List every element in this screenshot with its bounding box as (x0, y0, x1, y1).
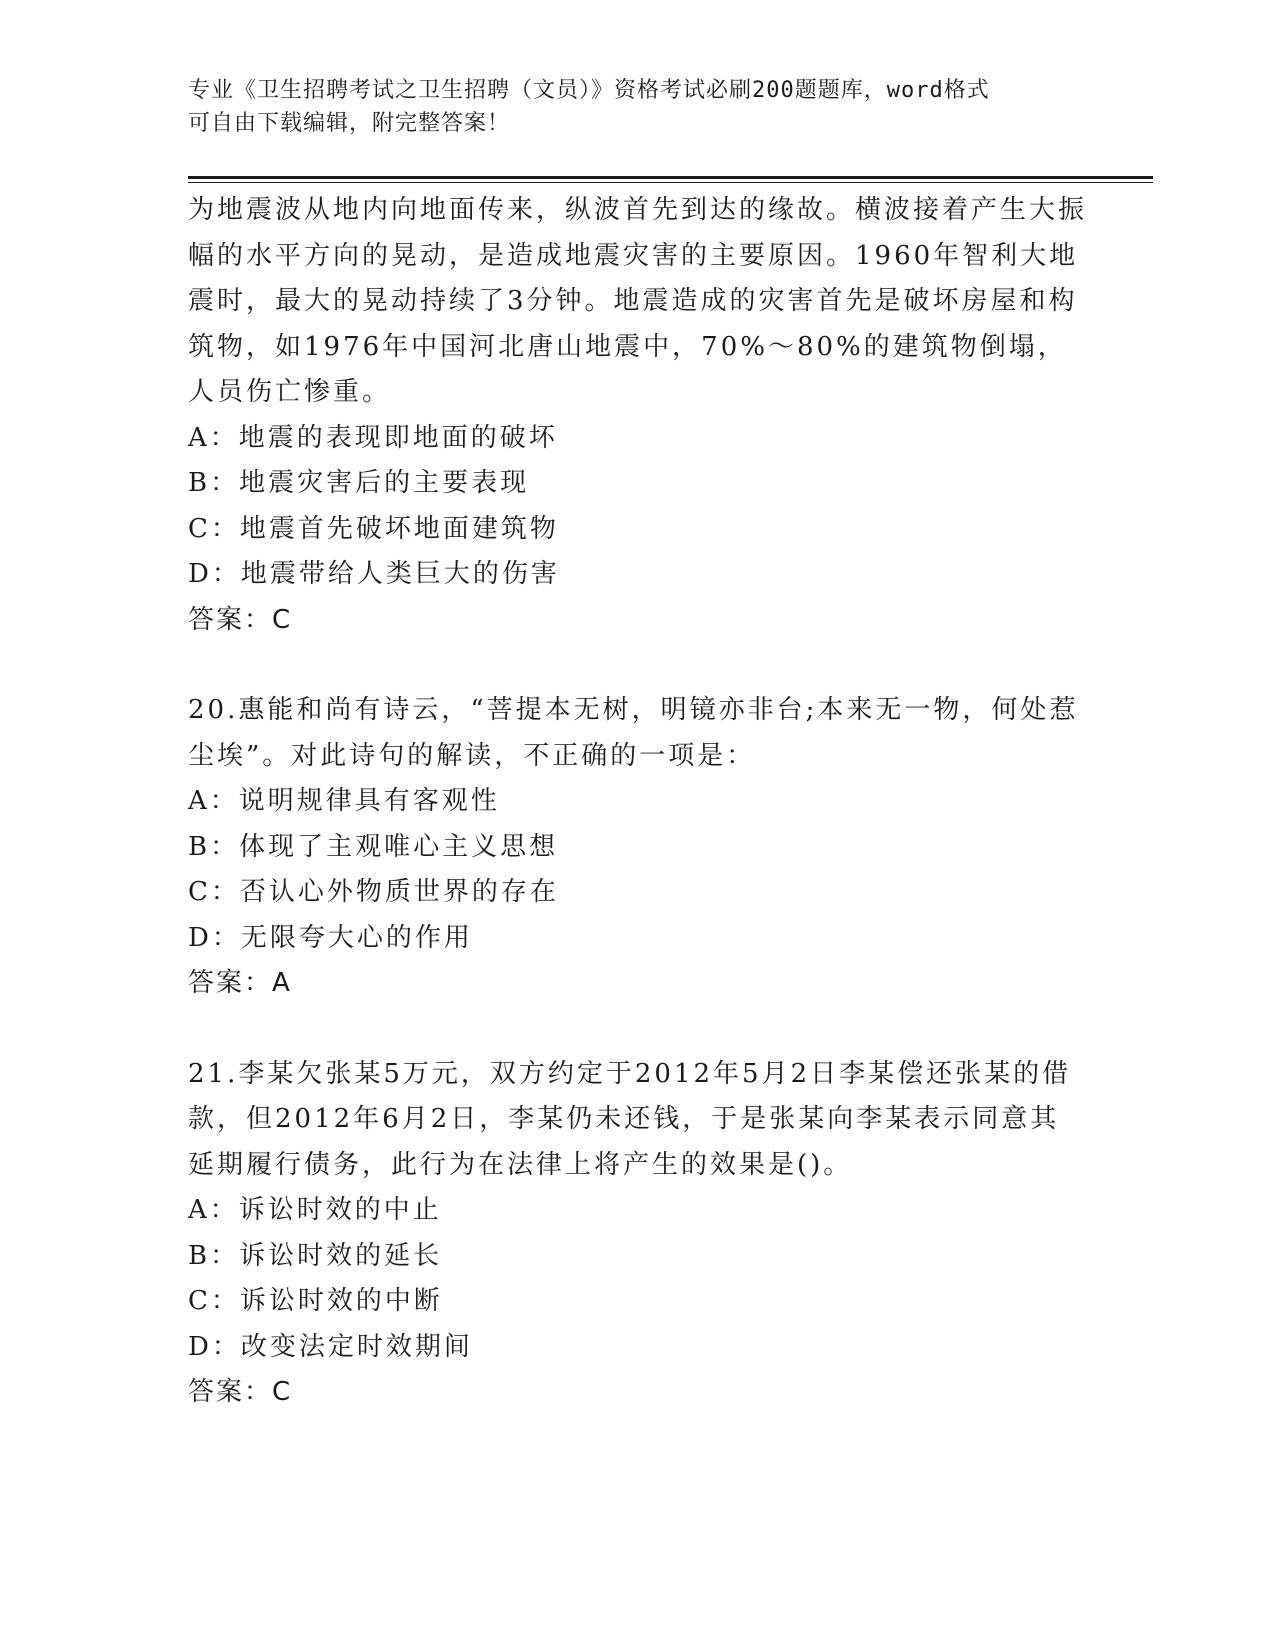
option-d: D：改变法定时效期间 (188, 1331, 473, 1362)
document-body (188, 188, 1088, 1416)
option-a: A：说明规律具有客观性 (188, 786, 500, 816)
header-rule-thin (188, 182, 1153, 183)
option-b: B：地震灾害后的主要表现 (188, 468, 530, 498)
option-c: C：否认心外物质世界的存在 (188, 877, 559, 907)
spacer (188, 1007, 1088, 1052)
answer: 答案：C (188, 604, 293, 635)
document-header (188, 74, 1068, 140)
question-21 (188, 1052, 1088, 1416)
option-b: B：体现了主观唯心主义思想 (188, 831, 559, 862)
option-c: C：地震首先破坏地面建筑物 (188, 513, 559, 544)
header-rule-thick (188, 176, 1153, 179)
header-title-line-2: 可自由下载编辑，附完整答案！ (188, 111, 511, 136)
spacer (188, 643, 1088, 688)
option-a: A：诉讼时效的中止 (188, 1195, 442, 1225)
question-text: 为地震波从地内向地面传来，纵波首先到达的缘故。横波接着产生大振幅的水平方向的晃动，是造成地震灾害的主要原因。1960年智利大地震时，最大的晃动持续了3分钟。地震造成的灾害首先是破坏房屋和构筑物，如1976年中国河北唐山地震中，70%～80%的建筑物倒塌，人员伤亡惨重。 (188, 195, 1088, 407)
answer: 答案：A (188, 968, 292, 998)
question-19 (188, 188, 1088, 643)
question-text: 20.惠能和尚有诗云，“菩提本无树，明镜亦非台;本来无一物，何处惹尘埃”。对此诗句的解读，不正确的一项是： (188, 695, 1079, 771)
option-d: D：无限夸大心的作用 (188, 922, 473, 953)
option-b: B：诉讼时效的延长 (188, 1240, 443, 1271)
header-title-line-1: 专业《卫生招聘考试之卫生招聘（文员）》资格考试必刷200题题库，word格式 (188, 78, 990, 103)
question-text: 21.李某欠张某5万元，双方约定于2012年5月2日李某偿还张某的借款，但2012年6月2日，李某仍未还钱，于是张某向李某表示同意其延期履行债务，此行为在法律上将产生的效果是()。 (188, 1058, 1072, 1180)
question-20 (188, 688, 1088, 1007)
option-c: C：诉讼时效的中断 (188, 1286, 443, 1316)
answer: 答案：C (188, 1377, 293, 1407)
option-d: D：地震带给人类巨大的伤害 (188, 559, 560, 589)
option-a: A：地震的表现即地面的破坏 (188, 422, 558, 453)
